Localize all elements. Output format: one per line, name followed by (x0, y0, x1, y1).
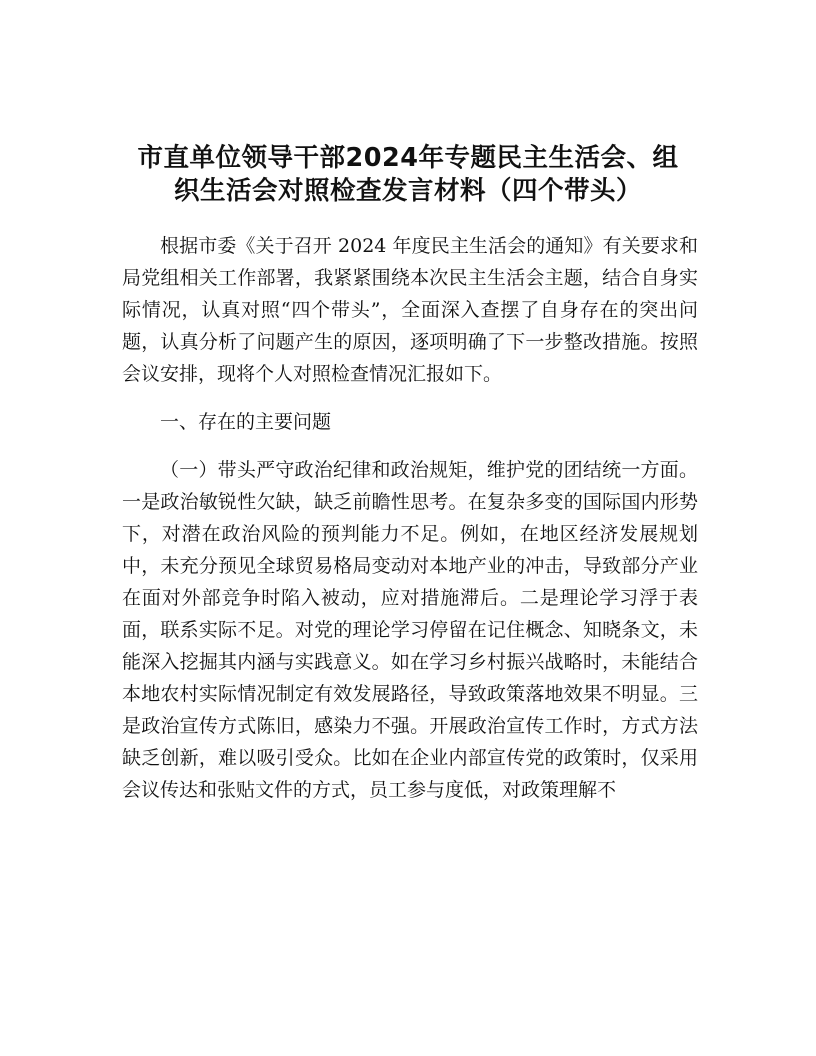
title-line-1: 市直单位领导干部2024年专题民主生活会、组 (137, 143, 679, 173)
intro-paragraph: 根据市委《关于召开 2024 年度民主生活会的通知》有关要求和局党组相关工作部署，我紧紧围绕本次民主生活会主题，结合自身实际情况，认真对照“四个带头”，全面深入查摆了自身存在的突出问题，认真分析了问题产生的原因，逐项明确了下一步整改措施。按照会议安排，现将个人对照检查情况汇报如下。 (122, 235, 698, 385)
body-paragraph: （一）带头严守政治纪律和政治规矩，维护党的团结统一方面。一是政治敏锐性欠缺，缺乏前瞻性思考。在复杂多变的国际国内形势下，对潜在政治风险的预判能力不足。例如，在地区经济发展规划中，未充分预见全球贸易格局变动对本地产业的冲击，导致部分产业在面对外部竞争时陷入被动，应对措施滞后。二是理论学习浮于表面，联系实际不足。对党的理论学习停留在记住概念、知晓条文，未能深入挖掘其内涵与实践意义。如在学习乡村振兴战略时，未能结合本地农村实际情况制定有效发展路径，导致政策落地效果不明显。三是政治宣传方式陈旧，感染力不强。开展政治宣传工作时，方式方法缺乏创新，难以吸引受众。比如在企业内部宣传党的政策时，仅采用会议传达和张贴文件的方式，员工参与度低，对政策理解不 (122, 459, 698, 801)
title-line-2: 织生活会对照检查发言材料（四个带头） (173, 176, 642, 206)
document-body (122, 230, 698, 806)
document-title (108, 142, 708, 208)
section-heading: 一、存在的主要问题 (160, 411, 332, 433)
